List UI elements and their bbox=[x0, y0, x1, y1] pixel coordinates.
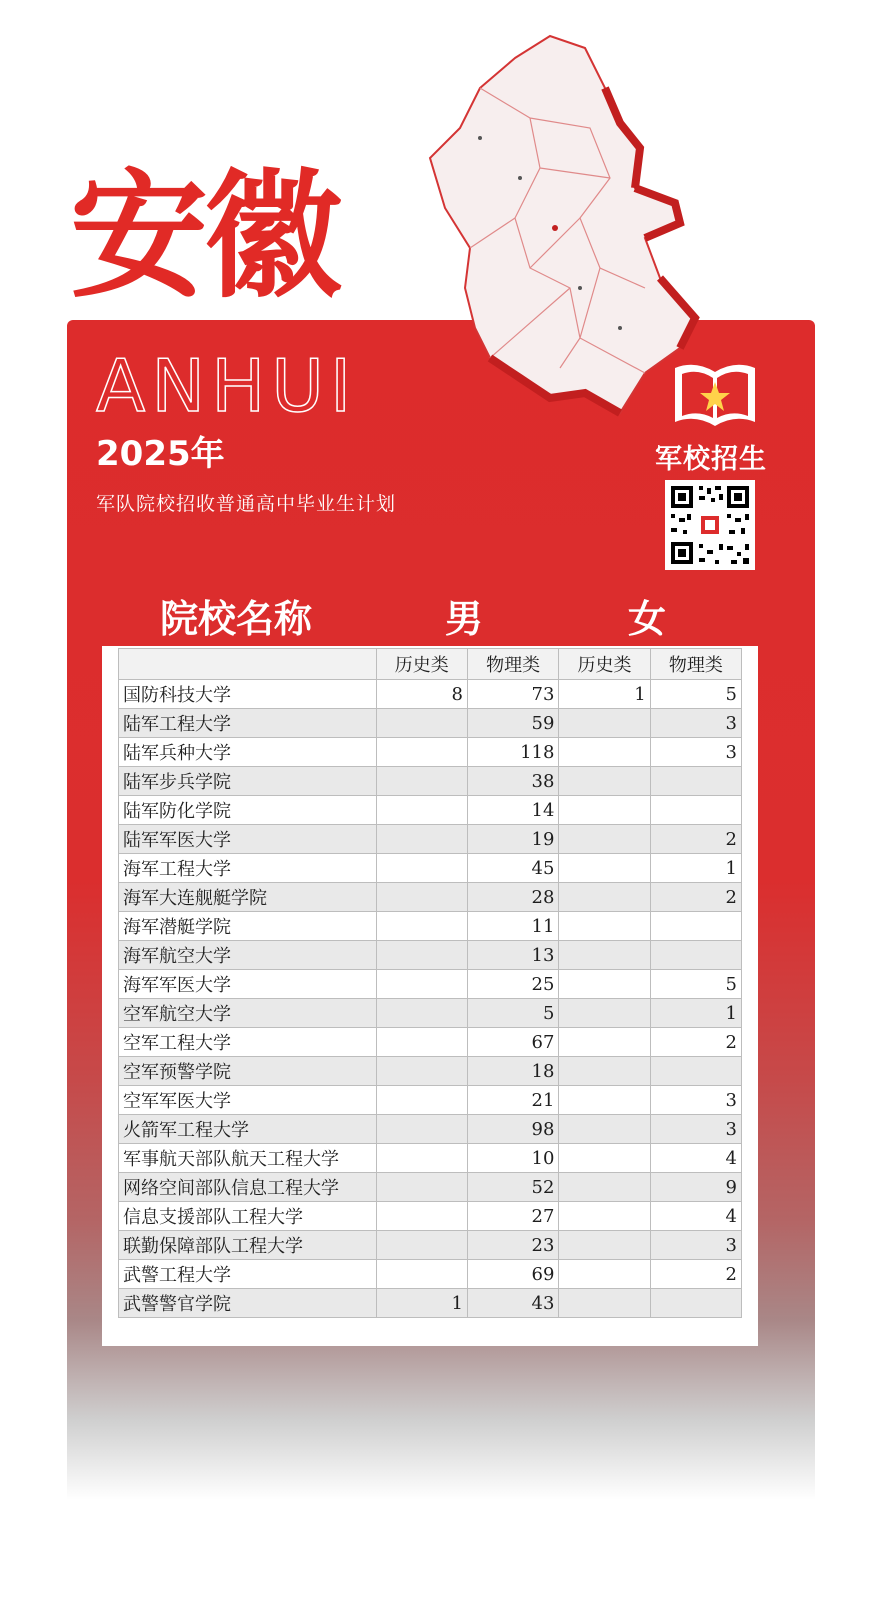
female-history-cell bbox=[559, 1260, 650, 1289]
female-physics-cell: 2 bbox=[650, 883, 741, 912]
plan-subtitle: 军队院校招收普通高中毕业生计划 bbox=[96, 493, 397, 515]
female-physics-cell: 4 bbox=[650, 1144, 741, 1173]
table-row bbox=[119, 999, 742, 1028]
male-history-cell bbox=[376, 854, 467, 883]
school-name-cell: 陆军步兵学院 bbox=[119, 767, 377, 796]
school-name-cell: 火箭军工程大学 bbox=[119, 1115, 377, 1144]
female-physics-cell: 3 bbox=[650, 1115, 741, 1144]
male-history-cell bbox=[376, 1028, 467, 1057]
subheader-female-history: 历史类 bbox=[559, 649, 650, 680]
table-row bbox=[119, 970, 742, 999]
table-row bbox=[119, 709, 742, 738]
qr-code-icon[interactable] bbox=[665, 480, 755, 570]
female-history-cell: 1 bbox=[559, 680, 650, 709]
male-history-cell bbox=[376, 1057, 467, 1086]
female-history-cell bbox=[559, 912, 650, 941]
column-header-female: 女 bbox=[628, 597, 667, 641]
school-name-cell: 陆军防化学院 bbox=[119, 796, 377, 825]
female-physics-cell bbox=[650, 767, 741, 796]
male-history-cell bbox=[376, 1115, 467, 1144]
school-name-cell: 陆军军医大学 bbox=[119, 825, 377, 854]
male-physics-cell: 18 bbox=[467, 1057, 559, 1086]
enrollment-table-card bbox=[102, 646, 758, 1346]
male-history-cell bbox=[376, 883, 467, 912]
female-history-cell bbox=[559, 1057, 650, 1086]
school-name-cell: 海军工程大学 bbox=[119, 854, 377, 883]
school-name-cell: 军事航天部队航天工程大学 bbox=[119, 1144, 377, 1173]
male-physics-cell: 21 bbox=[467, 1086, 559, 1115]
male-history-cell bbox=[376, 796, 467, 825]
table-row bbox=[119, 1231, 742, 1260]
column-header-male: 男 bbox=[445, 597, 484, 641]
female-physics-cell: 2 bbox=[650, 1028, 741, 1057]
male-physics-cell: 13 bbox=[467, 941, 559, 970]
female-history-cell bbox=[559, 970, 650, 999]
male-history-cell bbox=[376, 1086, 467, 1115]
school-name-cell: 空军预警学院 bbox=[119, 1057, 377, 1086]
male-physics-cell: 69 bbox=[467, 1260, 559, 1289]
male-physics-cell: 23 bbox=[467, 1231, 559, 1260]
school-name-cell: 海军大连舰艇学院 bbox=[119, 883, 377, 912]
subheader-male-history: 历史类 bbox=[376, 649, 467, 680]
school-name-cell: 陆军兵种大学 bbox=[119, 738, 377, 767]
female-physics-cell: 3 bbox=[650, 709, 741, 738]
male-history-cell bbox=[376, 1173, 467, 1202]
school-name-cell: 网络空间部队信息工程大学 bbox=[119, 1173, 377, 1202]
female-history-cell bbox=[559, 1028, 650, 1057]
male-physics-cell: 52 bbox=[467, 1173, 559, 1202]
table-row bbox=[119, 796, 742, 825]
male-physics-cell: 28 bbox=[467, 883, 559, 912]
page-title: 安徽 bbox=[70, 156, 339, 317]
female-history-cell bbox=[559, 825, 650, 854]
school-name-cell: 海军潜艇学院 bbox=[119, 912, 377, 941]
male-history-cell bbox=[376, 1144, 467, 1173]
table-row bbox=[119, 1260, 742, 1289]
table-row bbox=[119, 883, 742, 912]
male-history-cell: 1 bbox=[376, 1289, 467, 1318]
male-history-cell bbox=[376, 941, 467, 970]
subheader-male-physics: 物理类 bbox=[467, 649, 559, 680]
male-physics-cell: 25 bbox=[467, 970, 559, 999]
school-name-cell: 空军军医大学 bbox=[119, 1086, 377, 1115]
male-physics-cell: 67 bbox=[467, 1028, 559, 1057]
school-name-cell: 国防科技大学 bbox=[119, 680, 377, 709]
table-row bbox=[119, 912, 742, 941]
school-name-cell: 空军工程大学 bbox=[119, 1028, 377, 1057]
female-history-cell bbox=[559, 999, 650, 1028]
female-history-cell bbox=[559, 1115, 650, 1144]
female-history-cell bbox=[559, 709, 650, 738]
enrollment-table bbox=[118, 648, 742, 1318]
male-history-cell bbox=[376, 709, 467, 738]
school-name-cell: 联勤保障部队工程大学 bbox=[119, 1231, 377, 1260]
female-physics-cell: 1 bbox=[650, 999, 741, 1028]
male-physics-cell: 5 bbox=[467, 999, 559, 1028]
male-history-cell bbox=[376, 1260, 467, 1289]
school-name-cell: 武警工程大学 bbox=[119, 1260, 377, 1289]
female-history-cell bbox=[559, 767, 650, 796]
female-history-cell bbox=[559, 854, 650, 883]
male-physics-cell: 10 bbox=[467, 1144, 559, 1173]
male-physics-cell: 118 bbox=[467, 738, 559, 767]
male-history-cell bbox=[376, 999, 467, 1028]
female-history-cell bbox=[559, 1086, 650, 1115]
female-physics-cell: 5 bbox=[650, 680, 741, 709]
table-row bbox=[119, 941, 742, 970]
female-physics-cell: 3 bbox=[650, 1231, 741, 1260]
table-row bbox=[119, 1289, 742, 1318]
table-row bbox=[119, 1115, 742, 1144]
male-history-cell bbox=[376, 970, 467, 999]
table-row bbox=[119, 1057, 742, 1086]
column-header-school: 院校名称 bbox=[160, 597, 313, 641]
plan-year: 2025年 bbox=[96, 434, 225, 474]
table-row bbox=[119, 680, 742, 709]
table-row bbox=[119, 854, 742, 883]
brand-name: 军校招生 bbox=[655, 444, 767, 475]
female-physics-cell: 4 bbox=[650, 1202, 741, 1231]
table-row bbox=[119, 1173, 742, 1202]
female-physics-cell bbox=[650, 1289, 741, 1318]
subheader-empty bbox=[119, 649, 377, 680]
table-row bbox=[119, 1144, 742, 1173]
table-row bbox=[119, 825, 742, 854]
female-physics-cell bbox=[650, 941, 741, 970]
female-physics-cell: 2 bbox=[650, 825, 741, 854]
female-physics-cell: 9 bbox=[650, 1173, 741, 1202]
school-name-cell: 海军军医大学 bbox=[119, 970, 377, 999]
male-physics-cell: 19 bbox=[467, 825, 559, 854]
male-physics-cell: 27 bbox=[467, 1202, 559, 1231]
military-school-logo-icon bbox=[670, 360, 760, 430]
school-name-cell: 陆军工程大学 bbox=[119, 709, 377, 738]
male-physics-cell: 11 bbox=[467, 912, 559, 941]
province-map-image bbox=[420, 28, 710, 418]
male-history-cell bbox=[376, 912, 467, 941]
female-history-cell bbox=[559, 883, 650, 912]
female-physics-cell: 1 bbox=[650, 854, 741, 883]
male-physics-cell: 38 bbox=[467, 767, 559, 796]
female-physics-cell: 3 bbox=[650, 1086, 741, 1115]
male-physics-cell: 45 bbox=[467, 854, 559, 883]
female-physics-cell bbox=[650, 1057, 741, 1086]
female-physics-cell bbox=[650, 796, 741, 825]
male-history-cell bbox=[376, 767, 467, 796]
male-history-cell bbox=[376, 1231, 467, 1260]
table-row bbox=[119, 1086, 742, 1115]
table-row bbox=[119, 738, 742, 767]
table-subheader-row bbox=[119, 649, 742, 680]
table-row bbox=[119, 767, 742, 796]
male-history-cell: 8 bbox=[376, 680, 467, 709]
male-physics-cell: 98 bbox=[467, 1115, 559, 1144]
school-name-cell: 武警警官学院 bbox=[119, 1289, 377, 1318]
female-history-cell bbox=[559, 941, 650, 970]
male-physics-cell: 59 bbox=[467, 709, 559, 738]
female-history-cell bbox=[559, 1231, 650, 1260]
english-title: ANHUI bbox=[96, 344, 358, 428]
female-physics-cell: 3 bbox=[650, 738, 741, 767]
table-row bbox=[119, 1202, 742, 1231]
female-history-cell bbox=[559, 1173, 650, 1202]
female-physics-cell: 5 bbox=[650, 970, 741, 999]
school-name-cell: 海军航空大学 bbox=[119, 941, 377, 970]
female-history-cell bbox=[559, 796, 650, 825]
school-name-cell: 信息支援部队工程大学 bbox=[119, 1202, 377, 1231]
male-history-cell bbox=[376, 825, 467, 854]
female-history-cell bbox=[559, 1289, 650, 1318]
table-row bbox=[119, 1028, 742, 1057]
female-history-cell bbox=[559, 738, 650, 767]
male-history-cell bbox=[376, 738, 467, 767]
school-name-cell: 空军航空大学 bbox=[119, 999, 377, 1028]
male-physics-cell: 73 bbox=[467, 680, 559, 709]
female-physics-cell bbox=[650, 912, 741, 941]
male-history-cell bbox=[376, 1202, 467, 1231]
male-physics-cell: 14 bbox=[467, 796, 559, 825]
female-physics-cell: 2 bbox=[650, 1260, 741, 1289]
male-physics-cell: 43 bbox=[467, 1289, 559, 1318]
subheader-female-physics: 物理类 bbox=[650, 649, 741, 680]
female-history-cell bbox=[559, 1202, 650, 1231]
female-history-cell bbox=[559, 1144, 650, 1173]
